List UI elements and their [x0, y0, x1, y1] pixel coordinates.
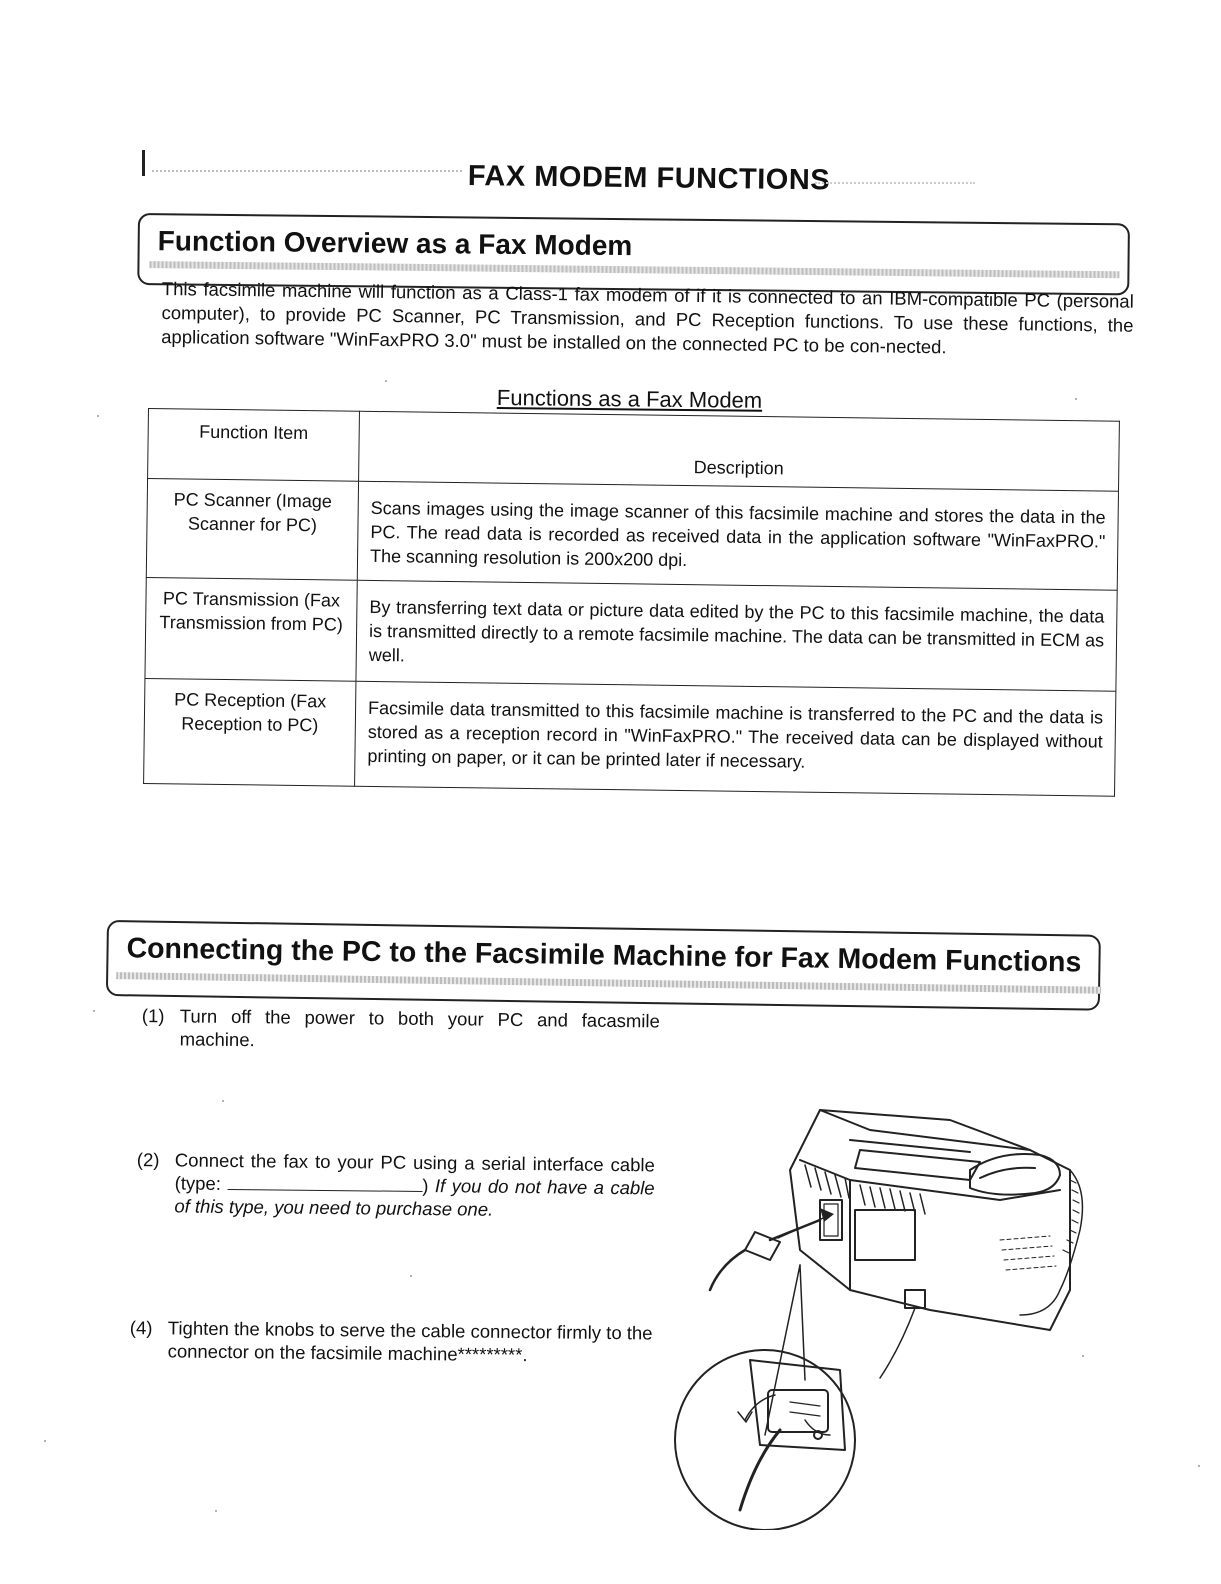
scan-speck — [222, 1100, 224, 1102]
function-item-cell: PC Transmission (Fax Transmission from PC) — [145, 577, 357, 681]
step-text — [174, 1148, 655, 1222]
scan-speck — [44, 1440, 46, 1442]
connector-detail-magnifier-icon — [675, 1265, 855, 1530]
table-header-row — [148, 409, 1120, 492]
table-row — [145, 577, 1117, 691]
step-number: (2) — [136, 1149, 160, 1171]
step-number: (4) — [129, 1317, 153, 1339]
scan-speck — [93, 1010, 95, 1012]
scan-speck — [1198, 1465, 1200, 1467]
overview-paragraph: This facsimile machine will function as a Class-1 fax modem of if it is connected to an IBM-compatible PC (personal computer), to provide PC Scanner, PC Transmission, and PC Reception functions. To use these functions, the application software "WinFaxPRO 3.0" must be installed on the connected PC to be con-nected. — [161, 277, 1134, 358]
scan-speck — [215, 1510, 217, 1512]
section-heading-shading — [149, 261, 1119, 278]
function-item-cell: PC Scanner (Image Scanner for PC) — [146, 479, 358, 581]
section-title: Function Overview as a Fax Modem — [157, 225, 633, 262]
section-title: Connecting the PC to the Facsimile Machine for Fax Modem Functions — [126, 932, 1082, 979]
scan-speck — [97, 415, 99, 417]
header-dotted-leader-right — [815, 182, 975, 184]
header-description: Description — [359, 411, 1120, 491]
description-cell: Facsimile data transmitted to this facsimile machine is transferred to the PC and the data is stored as a reception record in "WinFaxPRO." The received data can be displayed without printing on paper, or it can be printed later if necessary. — [355, 681, 1116, 796]
page-title: FAX MODEM FUNCTIONS — [467, 160, 831, 197]
fax-machine-icon — [790, 1110, 1082, 1378]
header-function-item: Function Item — [148, 409, 360, 482]
table-caption: Functions as a Fax Modem — [496, 385, 763, 413]
step-item — [129, 1316, 670, 1366]
step-text-after-blank: ) — [422, 1174, 429, 1197]
description-cell: By transferring text data or picture data edited by the PC to this facsimile machine, the data is transmitted directly to a remote facsimile machine. The data can be transmitted in ECM as well. — [356, 580, 1117, 691]
header-rule-mark — [142, 150, 145, 176]
header-dotted-leader — [152, 170, 462, 172]
step-item — [141, 1004, 702, 1051]
cable-type-blank — [227, 1173, 422, 1192]
table-row — [146, 479, 1118, 591]
step-text: Turn off the power to both your PC and facasmile machine. — [179, 1005, 660, 1051]
functions-table-wrapper — [143, 408, 1120, 797]
scan-speck — [1075, 398, 1077, 400]
step-text-before-blank: Connect the fax to your PC using a serial interface cable (type: — [174, 1149, 655, 1194]
table-row — [144, 678, 1116, 796]
scan-speck — [385, 380, 387, 382]
functions-table — [143, 408, 1120, 797]
step-text: Tighten the knobs to serve the cable connector firmly to the connector on the facsimile machine*********. — [167, 1317, 653, 1366]
description-cell: Scans images using the image scanner of this facsimile machine and stores the data in the PC. The read data is recorded as received data in the application software "WinFaxPRO." The scanning resolution is 200x200 dpi. — [357, 481, 1118, 590]
scan-speck — [410, 1275, 412, 1277]
step-item — [136, 1148, 677, 1220]
serial-cable-icon — [710, 1208, 834, 1290]
step-number: (1) — [141, 1004, 165, 1027]
step-note: If you do not have a cable of this type, you need to purchase one. — [174, 1175, 655, 1220]
fax-machine-cable-connection-illustration — [670, 1090, 1110, 1530]
section-heading-box — [106, 920, 1101, 1011]
scan-speck — [1082, 1355, 1084, 1357]
function-item-cell: PC Reception (Fax Reception to PC) — [144, 678, 356, 786]
